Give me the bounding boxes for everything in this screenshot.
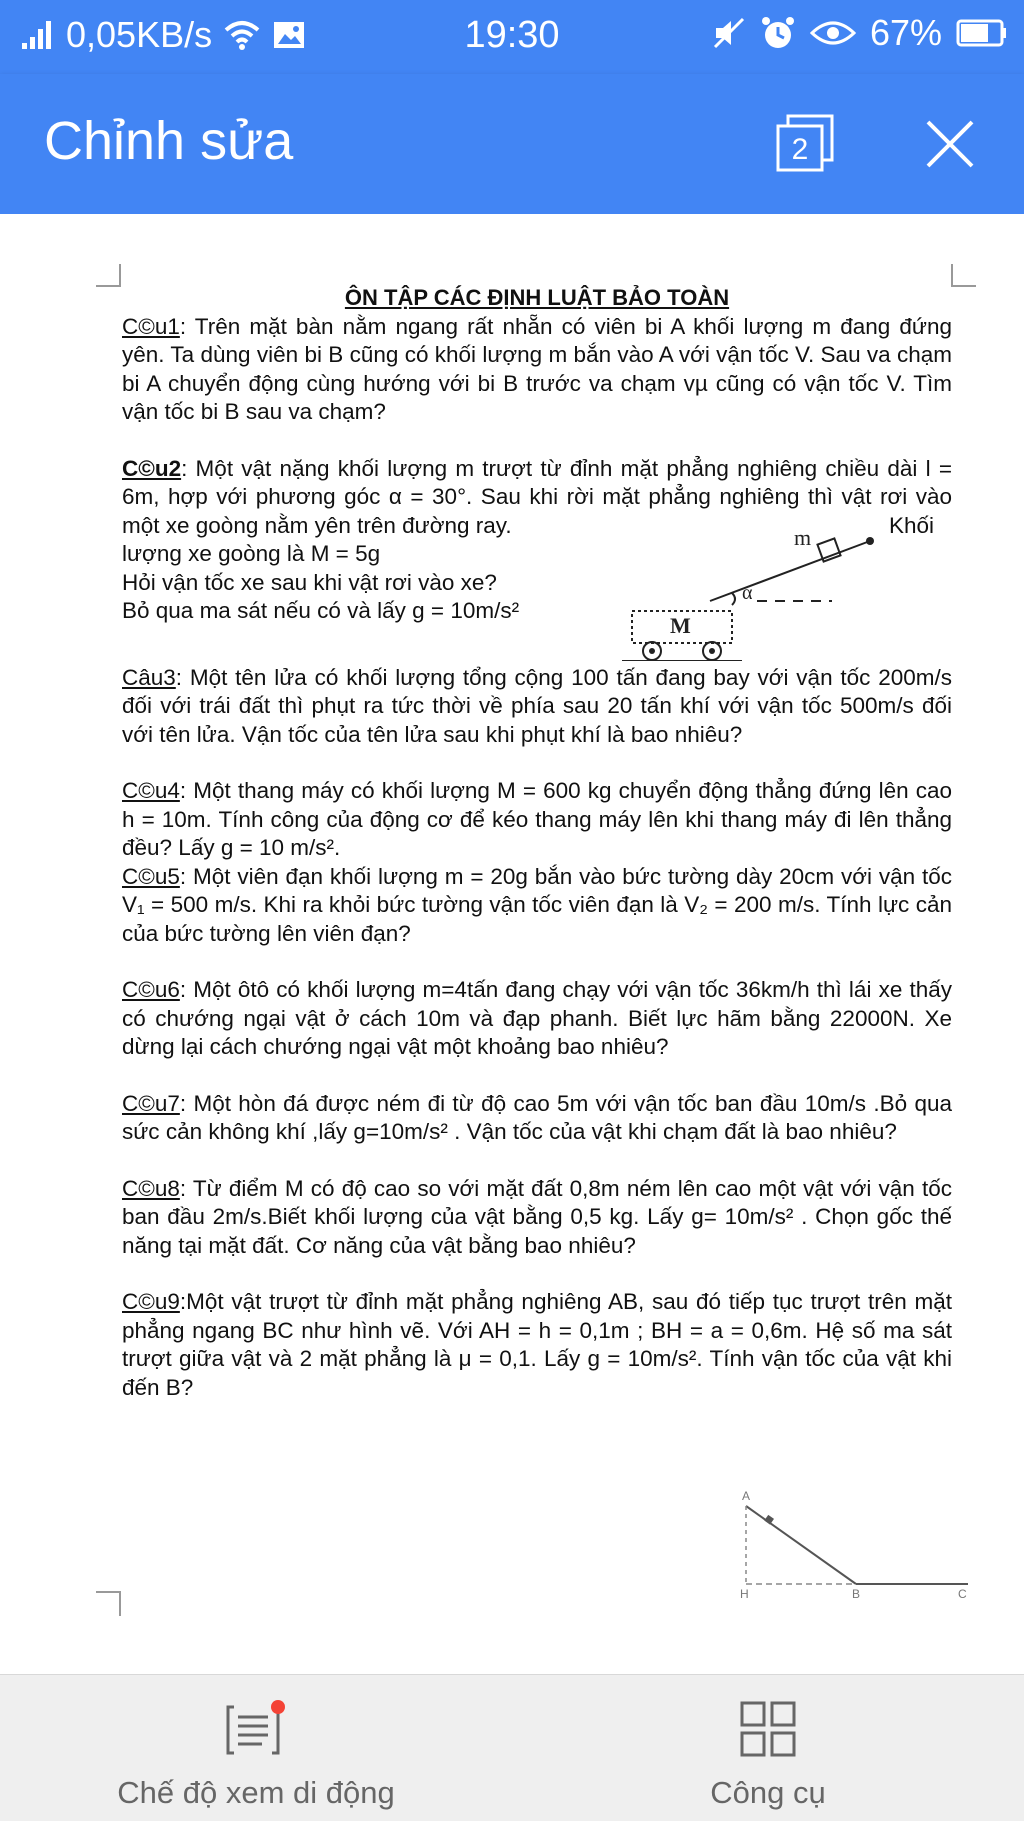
tools-button[interactable] <box>512 1675 1024 1821</box>
question-text-line: lượng xe goòng là M = 5g <box>122 541 381 566</box>
close-button[interactable] <box>924 118 976 170</box>
question-text-continued: Khối <box>888 512 934 538</box>
question-2 <box>122 455 952 638</box>
question-7 <box>122 1090 952 1147</box>
mass-m-label: m <box>794 524 812 550</box>
question-8 <box>122 1175 952 1261</box>
angle-alpha-label: α <box>742 581 753 604</box>
mobile-view-button[interactable] <box>0 1675 512 1821</box>
tools-label: Công cụ <box>710 1775 826 1810</box>
corner-mark-top-right <box>950 264 976 290</box>
point-b-label: B <box>852 1587 861 1601</box>
question-text: : Từ điểm M có độ cao so với mặt đất 0,8m ném lên cao một vật với vận tốc ban đầu 2m/s.Biết khối lượng của vật bằng 0,5 kg. Lấy g= 10m/s² . Chọn gốc thế năng tại mặt đất. Cơ năng của vật bằng bao nhiêu? <box>122 1175 952 1258</box>
point-a-label: A <box>742 1489 751 1503</box>
status-time: 19:30 <box>464 14 560 56</box>
question-text-line: Hỏi vận tốc xe sau khi vật rơi vào xe? <box>122 569 497 595</box>
alarm-icon <box>760 15 796 51</box>
question-label: C©u5 <box>122 863 180 889</box>
corner-mark-top-left <box>96 264 122 290</box>
question-label: C©u6 <box>122 977 180 1002</box>
incline-cart-figure <box>592 511 952 661</box>
network-speed: 0,05KB/s <box>66 14 213 55</box>
question-9 <box>122 1288 952 1402</box>
question-text: : Một thang máy có khối lượng M = 600 kg chuyển động thẳng đứng lên cao h = 10m. Tính công của động cơ để kéo thang máy lên khi thang máy đi lên thẳng đều? Lấy g = 10 m/s². <box>122 778 952 860</box>
mobile-view-label: Chế độ xem di động <box>117 1775 395 1810</box>
question-label: C©u4 <box>122 778 180 803</box>
document-heading: ÔN TẬP CÁC ĐỊNH LUẬT BẢO TOÀN <box>344 285 730 310</box>
close-icon <box>924 118 976 170</box>
question-text: : Trên mặt bàn nằm ngang rất nhẵn có viên bi A khối lượng m đang đứng yên. Ta dùng viên bi B cũng có khối lượng m bắn vào A với vận tốc V. Sau va chạm bi A chuyển động cùng hướng với bi B trước va chạm vµ cũng có vận tốc V. Tìm vận tốc bi B sau va chạm? <box>122 313 952 424</box>
page-title: Chỉnh sửa <box>44 111 294 171</box>
question-6 <box>122 976 952 1062</box>
question-label: Câu3 <box>122 664 176 690</box>
question-text: : Một vật nặng khối lượng m trượt từ đỉnh mặt phẳng nghiêng chiều dài l = 6m, hợp với phương góc α = 30°. Sau khi rời mặt phẳng nghiêng thì vật rơi vào một xe goòng nằm yên trên đường ray. <box>122 455 952 538</box>
battery-percent: 67% <box>869 12 942 53</box>
tools-icon <box>738 1699 798 1759</box>
page-count: 2 <box>791 133 809 166</box>
mute-icon <box>712 16 746 50</box>
battery-icon <box>956 18 1008 48</box>
question-text: : Một ôtô có khối lượng m=4tấn đang chạy với vận tốc 36km/h thì lái xe thấy có chướng ngại vật ở cách 10m và đạp phanh. Biết lực hãm bằng 22000N. Xe dừng lại cách chướng ngại vật một khoảng bao nhiêu? <box>122 977 952 1059</box>
point-h-label: H <box>740 1587 749 1601</box>
pages-button[interactable] <box>776 114 834 172</box>
question-label: C©u2 <box>122 455 182 481</box>
corner-mark-bottom-left <box>96 1590 122 1616</box>
document-content <box>122 284 952 1430</box>
question-label: C©u1 <box>122 313 180 339</box>
point-c-label: C <box>958 1587 967 1601</box>
question-label: C©u9 <box>122 1289 180 1314</box>
eye-icon <box>810 18 856 48</box>
status-bar <box>0 0 1024 74</box>
question-label: C©u7 <box>122 1090 180 1116</box>
question-text-line: Bỏ qua ma sát nếu có và lấy g = 10m/s² <box>122 598 520 623</box>
pages-icon <box>776 114 834 172</box>
question-4 <box>122 777 952 863</box>
mobile-view-icon <box>226 1699 286 1759</box>
question-text: : Một tên lửa có khối lượng tổng cộng 100 tấn đang bay với vận tốc 200m/s đối với trái đất thì phụt ra tức thời về phía sau 20 tấn khí với vận tốc 500m/s đối với tên lửa. Vận tốc của tên lửa sau khi phụt khí là bao nhiêu? <box>122 664 952 747</box>
question-text: : Một viên đạn khối lượng m = 20g bắn vào bức tường dày 20cm với vận tốc V₁ = 500 m/s. Khi ra khỏi bức tường vận tốc viên đạn là V₂ = 200 m/s. Tính lực cản của bức tường lên viên đạn? <box>122 863 952 946</box>
question-1 <box>122 313 952 427</box>
bottom-bar <box>0 1674 1024 1821</box>
question-label: C©u8 <box>122 1175 180 1201</box>
cart-mass-label: M <box>670 612 691 638</box>
document-page[interactable] <box>0 214 1024 1674</box>
question-5 <box>122 863 952 949</box>
incline-plane-figure <box>730 1484 980 1624</box>
question-text: : Một hòn đá được ném đi từ độ cao 5m với vận tốc ban đầu 10m/s .Bỏ qua sức cản không khí ,lấy g=10m/s² . Vận tốc của vật khi chạm đất là bao nhiêu? <box>122 1090 952 1144</box>
question-3 <box>122 664 952 750</box>
app-bar <box>0 74 1024 214</box>
question-text: :Một vật trượt từ đỉnh mặt phẳng nghiêng AB, sau đó tiếp tục trượt trên mặt phẳng ngang BC như hình vẽ. Với AH = h = 0,1m ; BH = a = 0,6m. Hệ số ma sát trượt giữa vật và 2 mặt phẳng là μ = 0,1. Lấy g = 10m/s². Tính vận tốc của vật khi đến B? <box>122 1289 952 1400</box>
